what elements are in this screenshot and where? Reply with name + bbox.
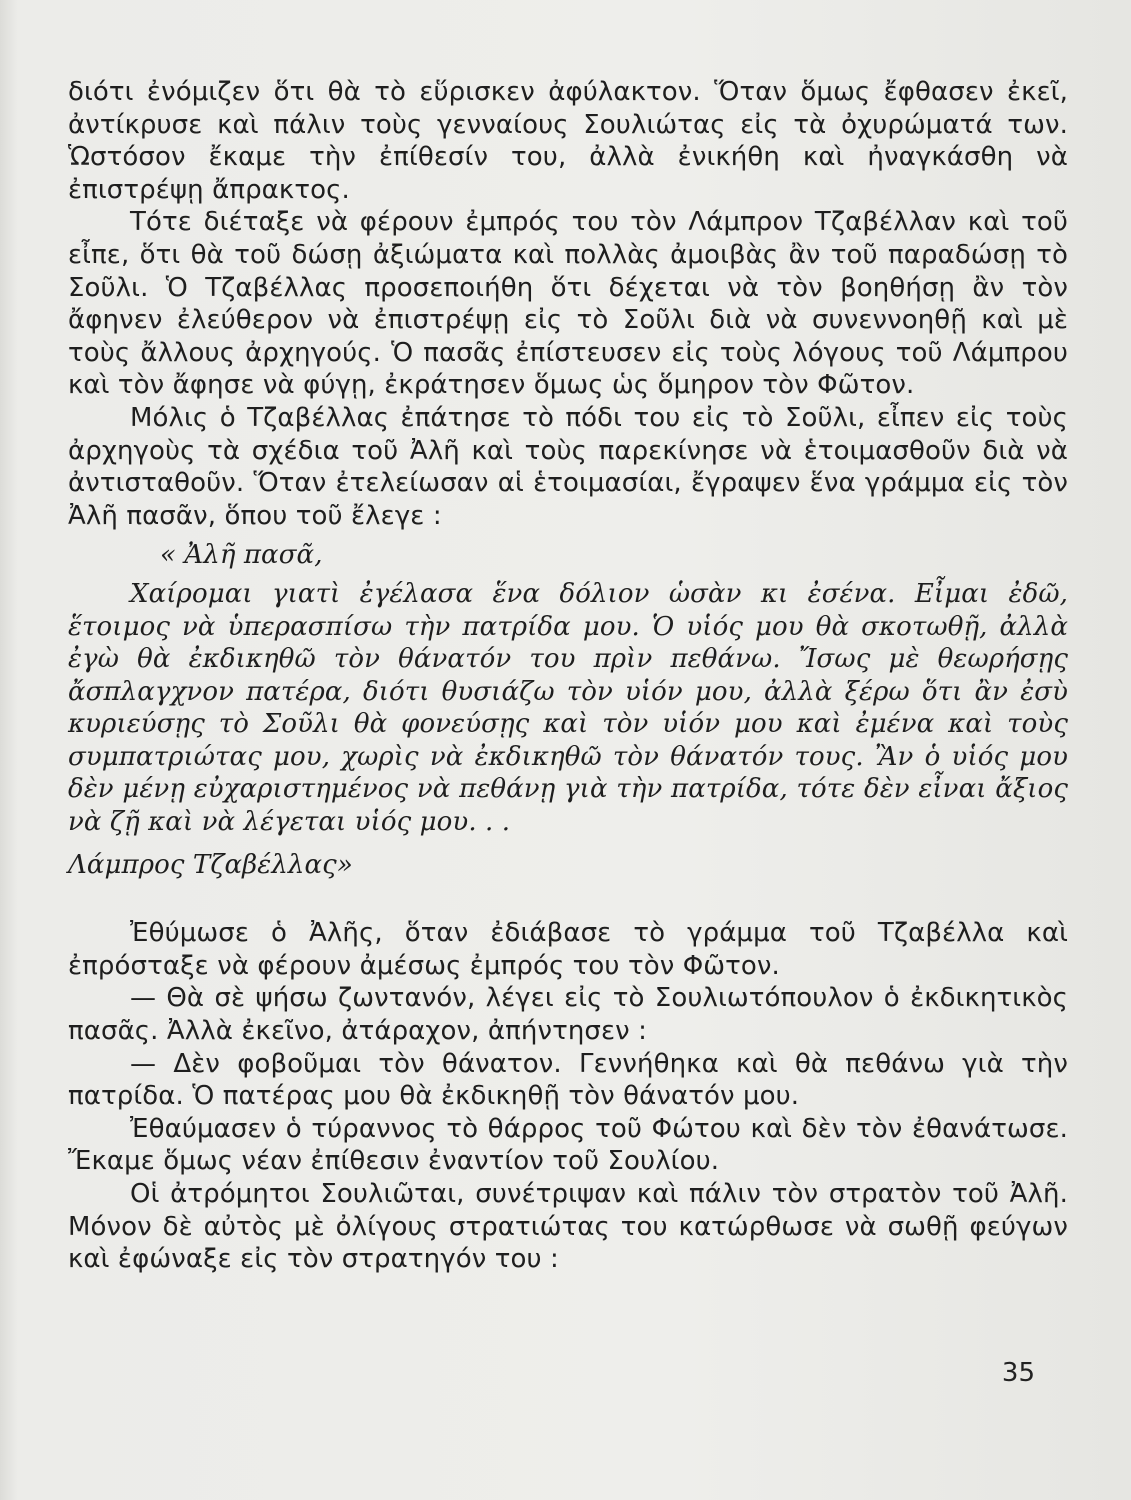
section-gap — [68, 881, 1068, 917]
paragraph-1: διότι ἐνόμιζεν ὅτι θὰ τὸ εὕρισκεν ἀφύλακτον. Ὅταν ὅμως ἔφθασεν ἐκεῖ, ἀντίκρυσε καὶ πάλιν τοὺς γενναίους Σουλιώτας εἰς τὰ ὀχυρώματά των. Ὡστόσον ἔκαμε τὴν ἐπίθεσίν του, ἀλλὰ ἐνικήθη καὶ ἠναγκάσθη νὰ ἐπιστρέψῃ ἄπρακτος. — [68, 77, 1068, 205]
paragraph-3: Μόλις ὁ Τζαβέλλας ἐπάτησε τὸ πόδι του εἰς τὸ Σοῦλι, εἶπεν εἰς τοὺς ἀρχηγοὺς τὰ σχέδια τοῦ Ἀλῆ καὶ τοὺς παρεκίνησε νὰ ἑτοιμασθοῦν διὰ νὰ ἀντισταθοῦν. Ὅταν ἐτελείωσαν αἱ ἑτοιμασίαι, ἔγραψεν ἕνα γράμμα εἰς τὸν Ἀλῆ πασᾶν, ὅπου τοῦ ἔλεγε : — [68, 402, 1068, 531]
paragraph-8: Οἱ ἀτρόμητοι Σουλιῶται, συνέτριψαν καὶ πάλιν τὸν στρατὸν τοῦ Ἀλῆ. Μόνον δὲ αὐτὸς μὲ ὀλίγους στρατιώτας του κατώρθωσε νὰ σωθῇ φεύγων καὶ ἐφώναξε εἰς τὸν στρατηγόν του : — [68, 1179, 1068, 1275]
page-number: 35 — [1001, 1358, 1035, 1388]
paragraph-7: Ἐθαύμασεν ὁ τύραννος τὸ θάρρος τοῦ Φώτου καὶ δὲν τὸν ἐθανάτωσε. Ἔκαμε ὅμως νέαν ἐπίθεσιν ἐναντίον τοῦ Σουλίου. — [68, 1113, 1068, 1177]
letter-block — [68, 539, 1068, 881]
page-text — [68, 76, 1068, 1276]
paragraph-5: — Θὰ σὲ ψήσω ζωντανόν, λέγει εἰς τὸ Σουλιωτόπουλον ὁ ἐκδικητικὸς πασᾶς. Ἀλλὰ ἐκεῖνο, ἀτάραχον, ἀπήντησεν : — [68, 983, 1068, 1047]
paragraph-4: Ἐθύμωσε ὁ Ἀλῆς, ὅταν ἐδιάβασε τὸ γράμμα τοῦ Τζαβέλλα καὶ ἐπρόσταξε νὰ φέρουν ἀμέσως ἐμπρός του τὸν Φῶτον. — [68, 918, 1068, 981]
letter-signature: Λάμπρος Τζαβέλλας» — [68, 849, 353, 880]
letter-salutation: « Ἀλῆ πασᾶ, — [160, 540, 323, 571]
paragraph-2: Τότε διέταξε νὰ φέρουν ἐμπρός του τὸν Λάμπρον Τζαβέλλαν καὶ τοῦ εἶπε, ὅτι θὰ τοῦ δώσῃ ἀξιώματα καὶ πολλὰς ἀμοιβὰς ἂν τοῦ παραδώσῃ τὸ Σοῦλι. Ὁ Τζαβέλλας προσεποιήθη ὅτι δέχεται νὰ τὸν βοηθήσῃ ἂν τὸν ἄφηνεν ἐλεύθερον νὰ ἐπιστρέψῃ εἰς τὸ Σοῦλι διὰ νὰ συνεννοηθῇ καὶ μὲ τοὺς ἄλλους ἀρχηγούς. Ὁ πασᾶς ἐπίστευσεν εἰς τοὺς λόγους τοῦ Λάμπρου καὶ τὸν ἄφησε νὰ φύγῃ, ἐκράτησεν ὅμως ὡς ὅμηρον τὸν Φῶτον. — [68, 207, 1068, 401]
paragraph-6: — Δὲν φοβοῦμαι τὸν θάνατον. Γεννήθηκα καὶ θὰ πεθάνω γιὰ τὴν πατρίδα. Ὁ πατέρας μου θὰ ἐκδικηθῇ τὸν θάνατόν μου. — [68, 1048, 1068, 1112]
letter-body: Χαίρομαι γιατὶ ἐγέλασα ἕνα δόλιον ὡσὰν κι ἐσένα. Εἶμαι ἐδῶ, ἕτοιμος νὰ ὑπερασπίσω τὴν πατρίδα μου. Ὁ υἱός μου θὰ σκοτωθῇ, ἀλλὰ ἐγὼ θὰ ἐκδικηθῶ τὸν θάνατόν του πρὶν πεθάνω. Ἴσως μὲ θεωρήσῃς ἄσπλαγχνον πατέρα, διότι θυσιάζω τὸν υἱόν μου, ἀλλὰ ξέρω ὅτι ἂν ἐσὺ κυριεύσῃς τὸ Σοῦλι θὰ φονεύσῃς καὶ τὸν υἱόν μου καὶ ἐμένα καὶ τοὺς συμπατριώτας μου, χωρὶς νὰ ἐκδικηθῶ τὸν θάνατόν τους. Ἂν ὁ υἱός μου δὲν μένῃ εὐχαριστημένος νὰ πεθάνῃ γιὰ τὴν πατρίδα, τότε δὲν εἶναι ἄξιος νὰ ζῇ καὶ νὰ λέγεται υἱός μου. . . — [68, 578, 1068, 838]
